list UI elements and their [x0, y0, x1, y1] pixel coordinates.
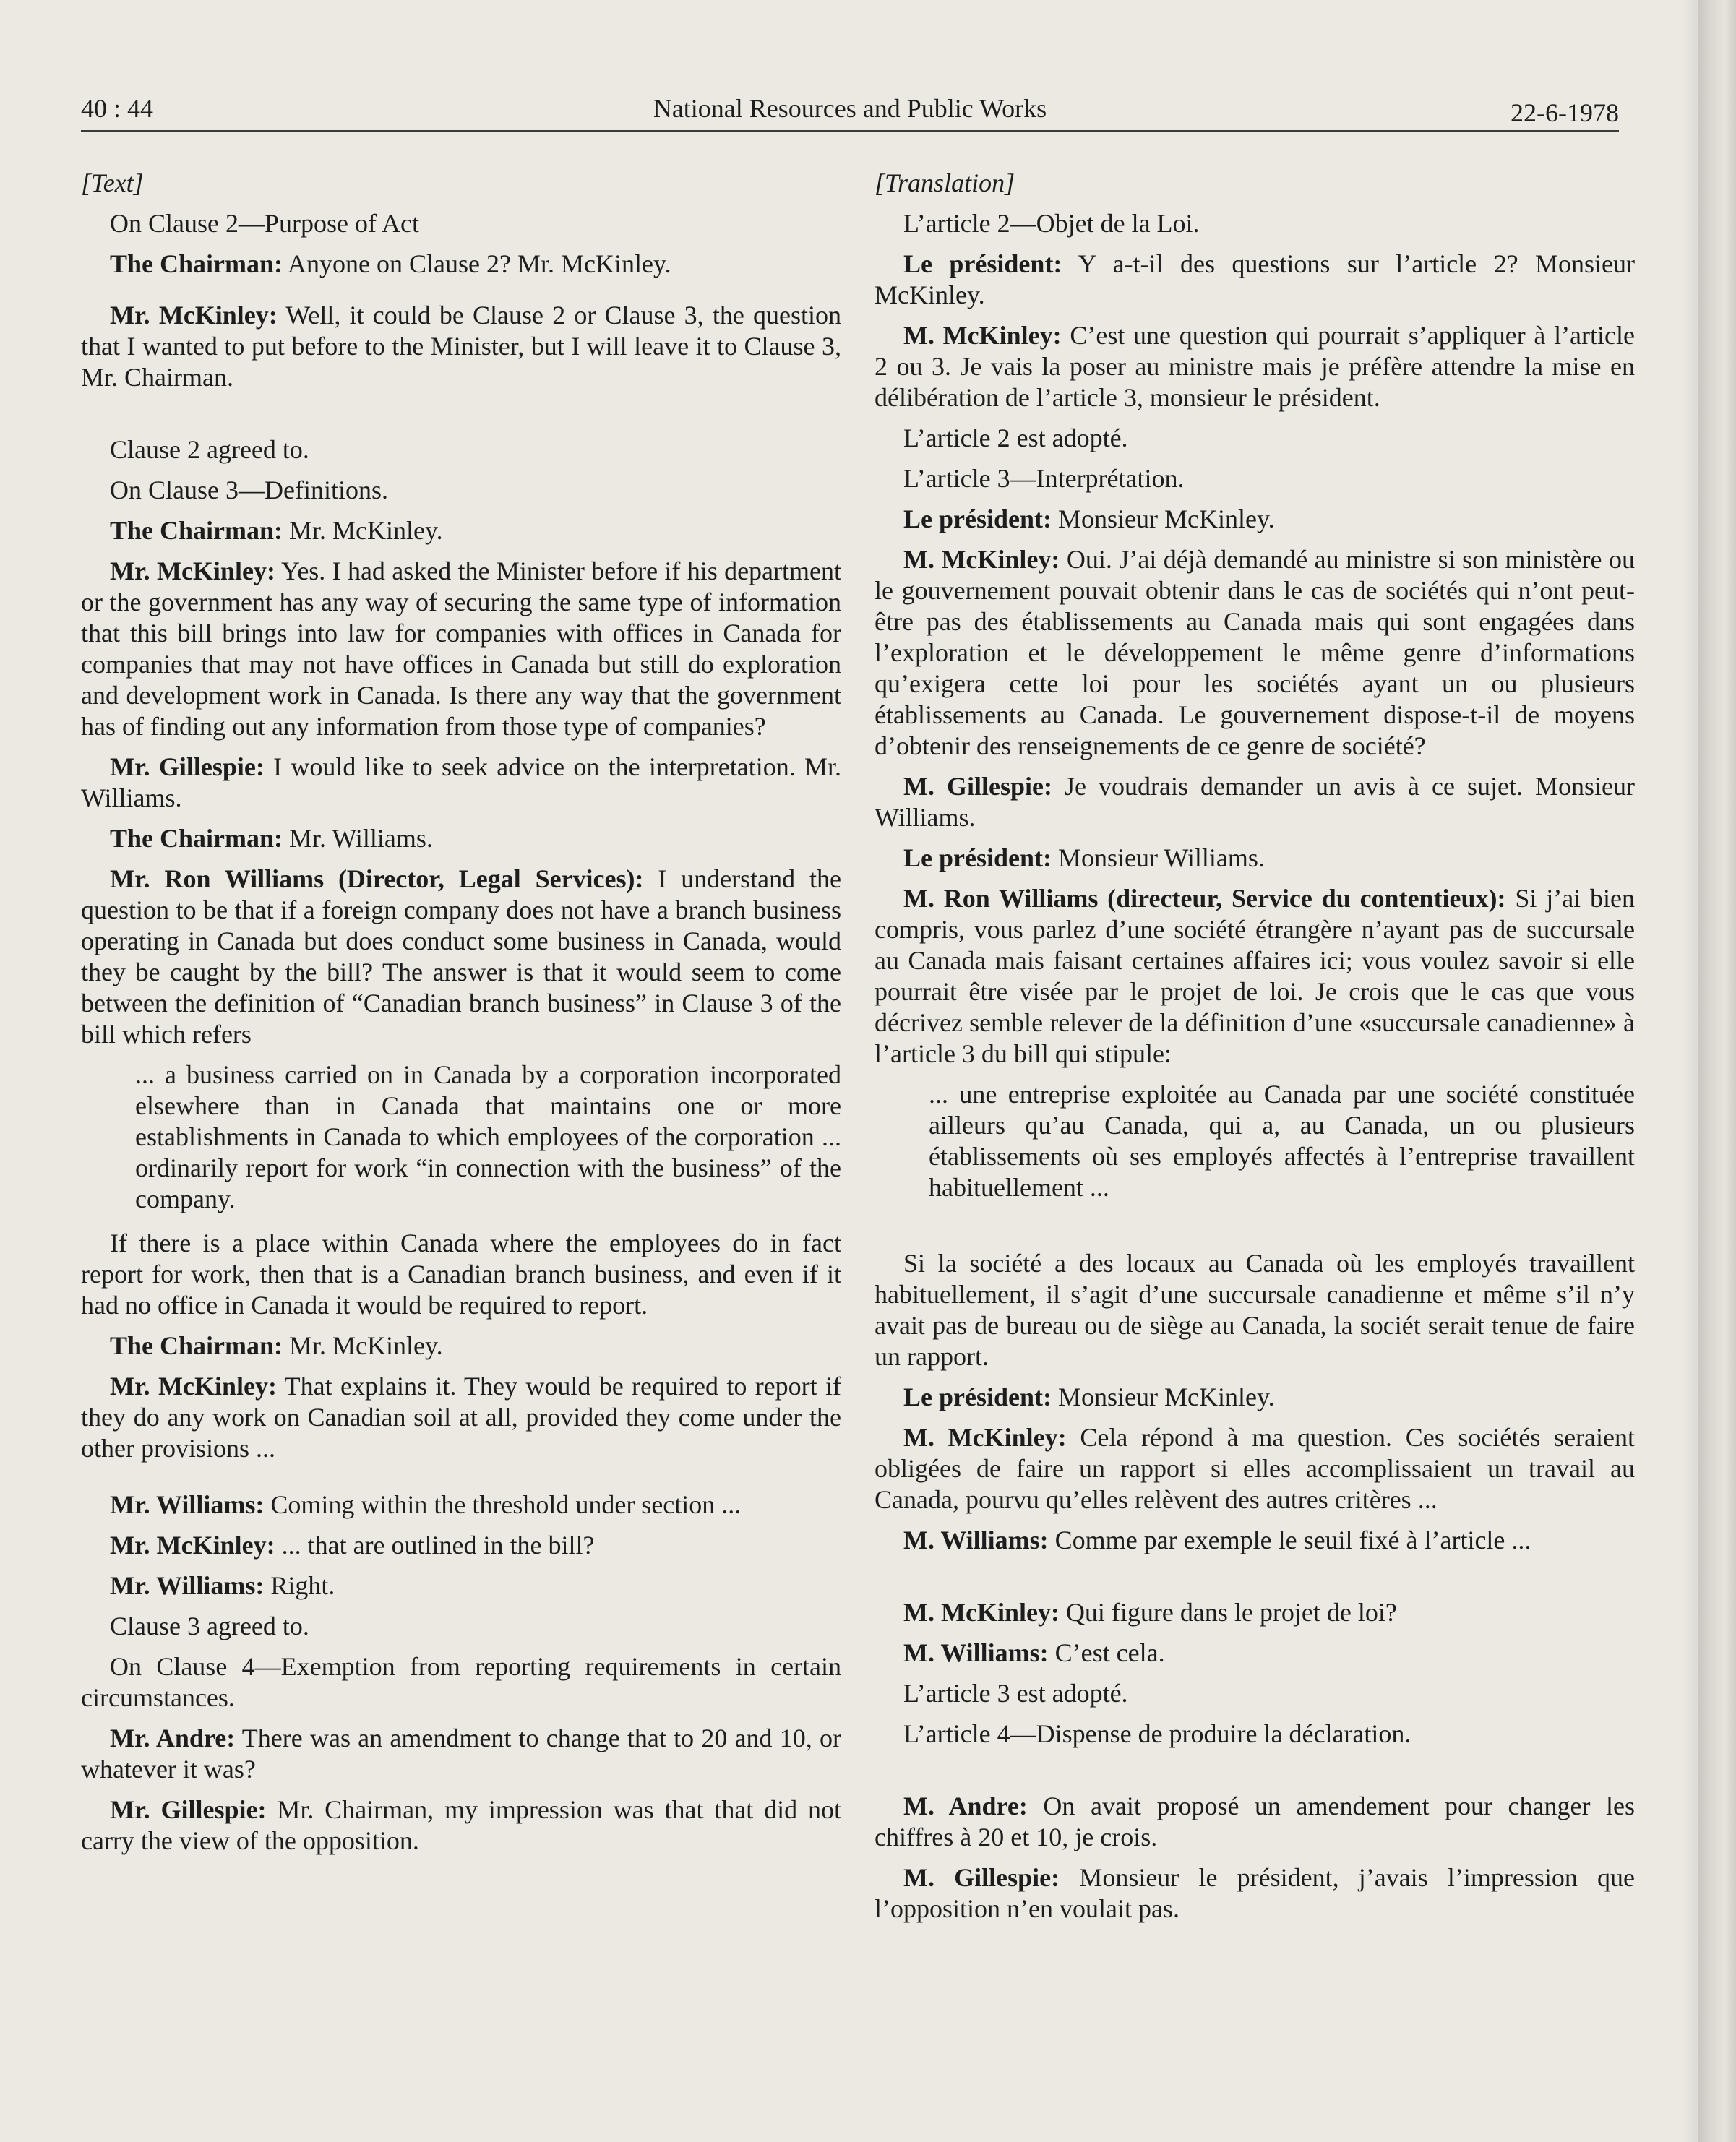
speech	[875, 320, 1635, 413]
speaker-name: Mr. Ron Williams (Director, Legal Services):	[110, 864, 644, 893]
speech	[875, 504, 1635, 535]
paragraph: Si la société a des locaux au Canada où les employés travaillent habituellement, il s’agit d’une succursale canadienne et même s’il n’y avait pas de bureau ou de siège au Canada, la sociét serait tenue de faire un rapport.	[875, 1249, 1635, 1371]
speaker-name: Mr. Williams:	[110, 1571, 265, 1600]
speaker-name: Mr. McKinley:	[110, 301, 278, 330]
speech	[875, 1422, 1635, 1515]
paragraph: On Clause 4—Exemption from reporting requirements in certain circumstances.	[81, 1652, 841, 1712]
speech-text: Anyone on Clause 2? Mr. McKinley.	[283, 249, 671, 278]
speech	[81, 300, 841, 393]
speech	[81, 1489, 841, 1521]
speech-text: I understand the question to be that if a foreign company does not have a branch business operating in Canada but does conduct some business in Canada, would they be caught by the bill? The answer is that it would seem to come between the definition of “Canadian branch business” in Clause 3 of the bill which refers	[81, 864, 841, 1049]
speech-text: Qui figure dans le projet de loi?	[1059, 1598, 1397, 1627]
speech	[875, 1382, 1635, 1413]
speaker-name: Mr. McKinley:	[110, 556, 275, 585]
speaker-name: Mr. Andre:	[110, 1724, 236, 1752]
paragraph: L’article 2 est adopté.	[903, 423, 1128, 452]
speech-text: Monsieur McKinley.	[1051, 1382, 1275, 1411]
speech	[875, 843, 1635, 874]
speech-text: Coming within the threshold under section ...	[264, 1490, 742, 1519]
speech	[875, 883, 1635, 1070]
speech-text: Monsieur McKinley.	[1051, 504, 1275, 533]
speaker-name: M. Ron Williams (directeur, Service du contentieux):	[903, 884, 1506, 913]
speech	[81, 1330, 841, 1362]
speech	[875, 1597, 1635, 1628]
speech-text: Je voudrais demander un avis à ce sujet. Monsieur Williams.	[875, 772, 1635, 832]
paragraph: If there is a place within Canada where the employees do in fact report for work, then that is a Canadian branch business, and even if it had no office in Canada it would be required to report.	[81, 1229, 841, 1320]
french-column	[875, 168, 1635, 1934]
speaker-name: M. Williams:	[903, 1638, 1049, 1667]
speech	[875, 544, 1635, 762]
speech	[81, 1371, 841, 1464]
speech-text: Mr. Chairman, my impression was that that did not carry the view of the opposition.	[81, 1795, 841, 1855]
speech-text: Well, it could be Clause 2 or Clause 3, the question that I wanted to put before to the Minister, but I will leave it to Clause 3, Mr. Chairman.	[81, 301, 841, 392]
quotation: ... une entreprise exploitée au Canada par une société constituée ailleurs qu’au Canada, qui a, au Canada, un ou plusieurs établissements où ses employés affectés à l’entreprise travaillent habituellement ...	[929, 1080, 1635, 1202]
speaker-name: Le président:	[903, 843, 1052, 872]
speaker-name: M. McKinley:	[903, 1423, 1067, 1452]
speech	[875, 249, 1635, 311]
speaker-name: M. McKinley:	[903, 545, 1060, 574]
english-column	[81, 168, 841, 1866]
speech	[81, 515, 841, 546]
speech	[81, 752, 841, 814]
quotation: ... a business carried on in Canada by a corporation incorporated elsewhere than in Canada that maintains one or more establishments in Canada to which employees of the corporation ... ordinarily report for work “in connection with the business” of the company.	[135, 1060, 841, 1213]
speech-text: Comme par exemple le seuil fixé à l’article ...	[1048, 1526, 1531, 1554]
column-heading: [Text]	[81, 168, 144, 197]
column-heading: [Translation]	[875, 168, 1015, 197]
speech	[81, 823, 841, 854]
speech-text: Monsieur Williams.	[1051, 843, 1265, 872]
speaker-name: Mr. McKinley:	[110, 1531, 275, 1560]
speaker-name: Le président:	[903, 1382, 1052, 1411]
speaker-name: Mr. Gillespie:	[110, 1795, 267, 1824]
speech-text: Yes. I had asked the Minister before if his department or the government has any way of securing the same type of information that this bill brings into law for companies with offices in Canada for companies that may not have offices in Canada but still do exploration and development work in Canada. Is there any way that the government has of finding out any information from those type of companies?	[81, 556, 841, 741]
speech-text: Si j’ai bien compris, vous parlez d’une société étrangère n’ayant pas de succursale au Canada mais faisant certaines affaires ici; vous voulez savoir si elle pourrait être visée par le projet de loi. Je crois que le cas que vous décrivez semble relever de la définition d’une «succursale canadienne» à l’article 3 du bill qui stipule:	[875, 884, 1635, 1068]
speech-text: Cela répond à ma question. Ces sociétés seraient obligées de faire un rapport si elles accomplissaient un travail au Canada, pourvu qu’elles relèvent des autres critères ...	[875, 1423, 1635, 1514]
speaker-name: Mr. McKinley:	[110, 1372, 277, 1401]
speaker-name: M. Gillespie:	[903, 772, 1052, 801]
paragraph: L’article 4—Dispense de produire la déclaration.	[903, 1719, 1411, 1748]
speech-text: Mr. Williams.	[283, 824, 433, 853]
paragraph: Clause 3 agreed to.	[110, 1612, 309, 1640]
speaker-name: M. Andre:	[903, 1792, 1028, 1820]
speech-text: Monsieur le président, j’avais l’impression que l’opposition n’en voulait pas.	[875, 1863, 1635, 1923]
paragraph: On Clause 3—Definitions.	[110, 476, 388, 504]
speech	[81, 556, 841, 742]
publication-title: National Resources and Public Works	[653, 94, 1047, 123]
speech-text: Right.	[264, 1571, 335, 1600]
speech	[81, 1570, 841, 1601]
speaker-name: Le président:	[903, 504, 1052, 533]
speech	[875, 1862, 1635, 1924]
speech	[81, 1530, 841, 1561]
speaker-name: M. McKinley:	[903, 321, 1062, 350]
speaker-name: The Chairman:	[110, 516, 283, 545]
speech	[875, 1791, 1635, 1853]
speaker-name: Mr. Williams:	[110, 1490, 265, 1519]
speech-text: I would like to seek advice on the interpretation. Mr. Williams.	[81, 752, 841, 812]
page-number: 40 : 44	[81, 94, 154, 123]
speech	[81, 864, 841, 1050]
page-edge	[1698, 0, 1736, 2142]
speech	[875, 771, 1635, 833]
speech-text: ... that are outlined in the bill?	[275, 1531, 595, 1560]
speaker-name: The Chairman:	[110, 249, 283, 278]
speech-text: C’est cela.	[1048, 1638, 1165, 1667]
paragraph: Clause 2 agreed to.	[110, 435, 309, 464]
speech-text: Mr. McKinley.	[283, 516, 443, 545]
speech-text: On avait proposé un amendement pour changer les chiffres à 20 et 10, je crois.	[875, 1792, 1635, 1851]
speech	[81, 1794, 841, 1857]
speaker-name: M. Gillespie:	[903, 1863, 1060, 1892]
speech-text: There was an amendment to change that to 20 and 10, or whatever it was?	[81, 1724, 841, 1784]
speech-text: That explains it. They would be required to report if they do any work on Canadian soil at all, provided they come under the other provisions ...	[81, 1372, 841, 1463]
speech	[875, 1638, 1635, 1669]
publication-date: 22-6-1978	[1511, 98, 1619, 127]
speech-text: Mr. McKinley.	[283, 1331, 443, 1360]
speech	[875, 1525, 1635, 1556]
speaker-name: Le président:	[903, 249, 1062, 278]
speaker-name: M. Williams:	[903, 1526, 1049, 1554]
paragraph: L’article 3 est adopté.	[903, 1679, 1128, 1708]
paragraph: L’article 2—Objet de la Loi.	[903, 209, 1200, 238]
speaker-name: Mr. Gillespie:	[110, 752, 265, 781]
paragraph: L’article 3—Interprétation.	[903, 464, 1185, 493]
speaker-name: M. McKinley:	[903, 1598, 1060, 1627]
page-header	[81, 93, 1619, 129]
speech	[81, 1723, 841, 1785]
speaker-name: The Chairman:	[110, 824, 283, 853]
header-rule	[81, 130, 1619, 132]
speech-text: C’est une question qui pourrait s’appliquer à l’article 2 ou 3. Je vais la poser au ministre mais je préfère attendre la mise en délibération de l’article 3, monsieur le président.	[875, 321, 1635, 412]
paragraph: On Clause 2—Purpose of Act	[110, 209, 419, 238]
speech-text: Oui. J’ai déjà demandé au ministre si son ministère ou le gouvernement pouvait obtenir dans le cas de sociétés qui n’ont peut-être pas des établissements au Canada mais qui sont engagées dans l’exploration et le développement le même genre d’informations qu’exigera cette loi pour les sociétés ayant un ou plusieurs établissements au Canada. Le gouvernement dispose-t-il de moyens d’obtenir des renseignements de ce genre de société?	[875, 545, 1635, 760]
speech-text: Y a-t-il des questions sur l’article 2? Monsieur McKinley.	[875, 249, 1635, 309]
speech	[81, 249, 841, 280]
speaker-name: The Chairman:	[110, 1331, 283, 1360]
